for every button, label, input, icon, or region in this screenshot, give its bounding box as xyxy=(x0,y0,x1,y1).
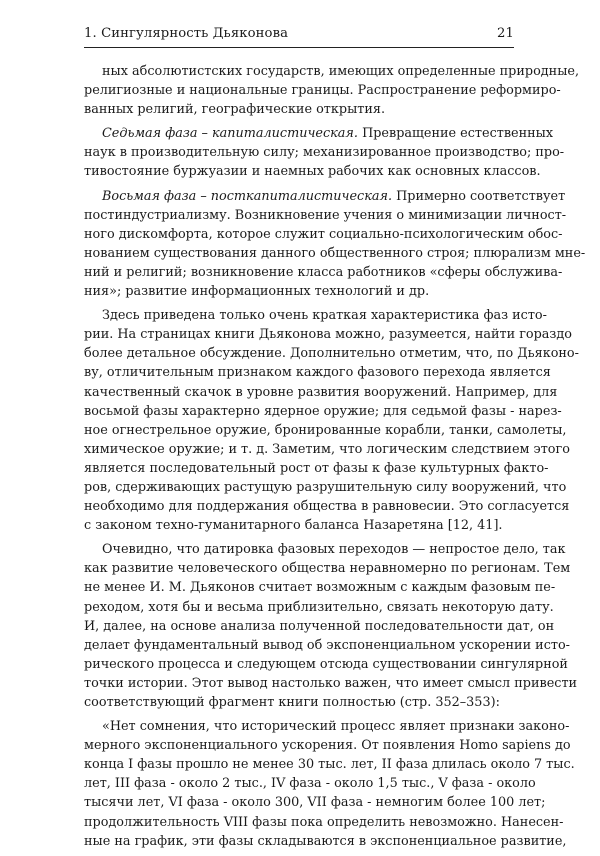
text-line xyxy=(84,793,546,812)
text-line xyxy=(84,516,514,535)
running-header xyxy=(84,26,514,41)
line-text: реходом, хотя бы и весьма приблизительно, связать некоторую дату. xyxy=(84,599,554,615)
line-text: лет, III фаза - около 2 тыс., IV фаза - около 1,5 тыс., V фаза - около xyxy=(84,776,536,792)
text-line xyxy=(84,655,568,674)
text-line xyxy=(84,206,567,225)
chapter-title: 1. Сингулярность Дьяконова xyxy=(84,26,289,41)
line-text: продолжительность VIII фазы пока определить невозможно. Нанесен- xyxy=(84,814,564,830)
text-line xyxy=(84,774,536,793)
text-line xyxy=(84,559,571,578)
line-text: ных абсолютистских государств, имеющих определенные природные, xyxy=(102,64,580,79)
line-text: химическое оружие; и т. д. Заметим, что логическим следствием этого xyxy=(84,441,570,457)
line-text: восьмой фазы характерно ядерное оружие; для седьмой фазы - нарез- xyxy=(84,403,562,419)
text-line xyxy=(84,674,578,693)
text-line xyxy=(84,263,563,282)
text-line xyxy=(84,344,579,363)
line-text: тысячи лет, VI фаза - около 300, VII фаза - немногим более 100 лет; xyxy=(84,795,546,811)
body-text xyxy=(84,62,586,856)
line-text: Превращение естественных xyxy=(362,126,554,142)
text-line xyxy=(84,813,564,832)
text-line xyxy=(84,693,514,712)
line-text: делает фундаментальный вывод об экспоненциальном ускорении исто- xyxy=(84,637,570,653)
line-text: Примерно соответствует xyxy=(396,188,566,204)
line-text: более детальное обсуждение. Дополнительно отметим, что, по Дьяконо- xyxy=(84,346,579,362)
text-line xyxy=(84,306,547,325)
text-line xyxy=(84,540,566,559)
line-text: И, далее, на основе анализа полученной последовательности дат, он xyxy=(84,618,555,634)
phase-heading: Восьмая фаза – посткапиталистическая. xyxy=(102,188,393,204)
paragraph xyxy=(84,62,580,119)
text-line xyxy=(84,440,570,459)
paragraph xyxy=(84,717,575,851)
text-line xyxy=(84,325,572,344)
text-line xyxy=(84,100,514,119)
text-line xyxy=(84,162,541,181)
line-text: не менее И. М. Дьяконов считает возможным с каждым фазовым пе- xyxy=(84,580,556,596)
text-line xyxy=(84,755,575,774)
line-text: постиндустриализму. Возникновение учения о минимизации личност- xyxy=(84,207,567,223)
line-text: ров, сдерживающих растущую разрушительную силу вооружений, что xyxy=(84,479,567,495)
line-text: качественный скачок в уровне развития вооружений. Например, для xyxy=(84,384,558,400)
line-text: ву, отличительным признаком каждого фазового перехода является xyxy=(84,365,551,381)
line-text: ний и религий; возникновение класса работников «сферы обслужива- xyxy=(84,264,563,280)
paragraph xyxy=(84,540,578,712)
line-text: ные на график, эти фазы складываются в экспоненциальное развитие, xyxy=(84,833,567,849)
phase-heading: Седьмая фаза – капиталистическая. xyxy=(102,126,358,142)
text-line xyxy=(84,187,566,206)
paragraph xyxy=(84,187,586,302)
line-text: тивостояние буржуазии и наемных рабочих как основных классов. xyxy=(84,164,541,180)
line-text: рического процесса и следующем отсюда существовании сингулярной xyxy=(84,656,568,672)
text-line xyxy=(84,143,565,162)
line-text: ное огнестрельное оружие, бронированные корабли, танки, самолеты, xyxy=(84,422,567,438)
line-text: конца I фазы прошло не менее 30 тыс. лет, II фаза длилась около 7 тыс. xyxy=(84,757,575,773)
line-text: является последовательный рост от фазы к фазе культурных факто- xyxy=(84,460,549,476)
text-line xyxy=(84,636,570,655)
text-line xyxy=(84,617,555,636)
line-text: религиозные и национальные границы. Распространение реформиро- xyxy=(84,83,561,99)
text-line xyxy=(84,81,561,100)
text-line xyxy=(84,598,554,617)
line-text: наук в производительную силу; механизированное производство; про- xyxy=(84,145,565,161)
line-text: соответствующий фрагмент книги полностью (стр. 352–353): xyxy=(84,695,500,710)
line-text: ного дискомфорта, которое служит социально-психологическим обос- xyxy=(84,226,563,242)
line-text: ванных религий, географические открытия. xyxy=(84,102,386,118)
paragraph xyxy=(84,306,579,535)
text-line xyxy=(84,478,567,497)
line-text: точки истории. Этот вывод настолько важен, что имеет смысл привести xyxy=(84,675,578,691)
text-line xyxy=(84,497,570,516)
line-text: необходимо для поддержания общества в равновесии. Это согласуется xyxy=(84,499,570,515)
text-line xyxy=(84,578,556,597)
text-line xyxy=(84,421,567,440)
line-text: Здесь приведена только очень краткая характеристика фаз исто- xyxy=(102,308,547,324)
paragraph xyxy=(84,124,565,181)
text-line xyxy=(84,383,558,402)
text-line xyxy=(84,459,549,478)
line-text: нованием существования данного общественного строя; плюрализм мне- xyxy=(84,245,586,261)
text-line xyxy=(84,402,562,421)
text-line xyxy=(84,736,571,755)
line-text: мерного экспоненциального ускорения. От появления Homo sapiens до xyxy=(84,738,571,754)
header-rule xyxy=(84,47,514,48)
text-line xyxy=(84,282,514,301)
text-line xyxy=(84,363,551,382)
text-line xyxy=(84,717,570,736)
line-text: с законом техно-гуманитарного баланса Назаретяна [12, 41]. xyxy=(84,518,503,534)
line-text: «Нет сомнения, что исторический процесс являет признаки законо- xyxy=(102,719,570,735)
page-number: 21 xyxy=(497,26,514,41)
text-line xyxy=(84,124,554,143)
text-line xyxy=(84,62,580,81)
text-line xyxy=(84,832,567,851)
text-line xyxy=(84,225,563,244)
text-line xyxy=(84,244,586,263)
line-text: как развитие человеческого общества неравномерно по регионам. Тем xyxy=(84,561,571,577)
line-text: Очевидно, что датировка фазовых переходов — непростое дело, так xyxy=(102,542,566,558)
line-text: рии. На страницах книги Дьяконова можно, разумеется, найти гораздо xyxy=(84,327,572,343)
line-text: ния»; развитие информационных технологий и др. xyxy=(84,284,430,300)
